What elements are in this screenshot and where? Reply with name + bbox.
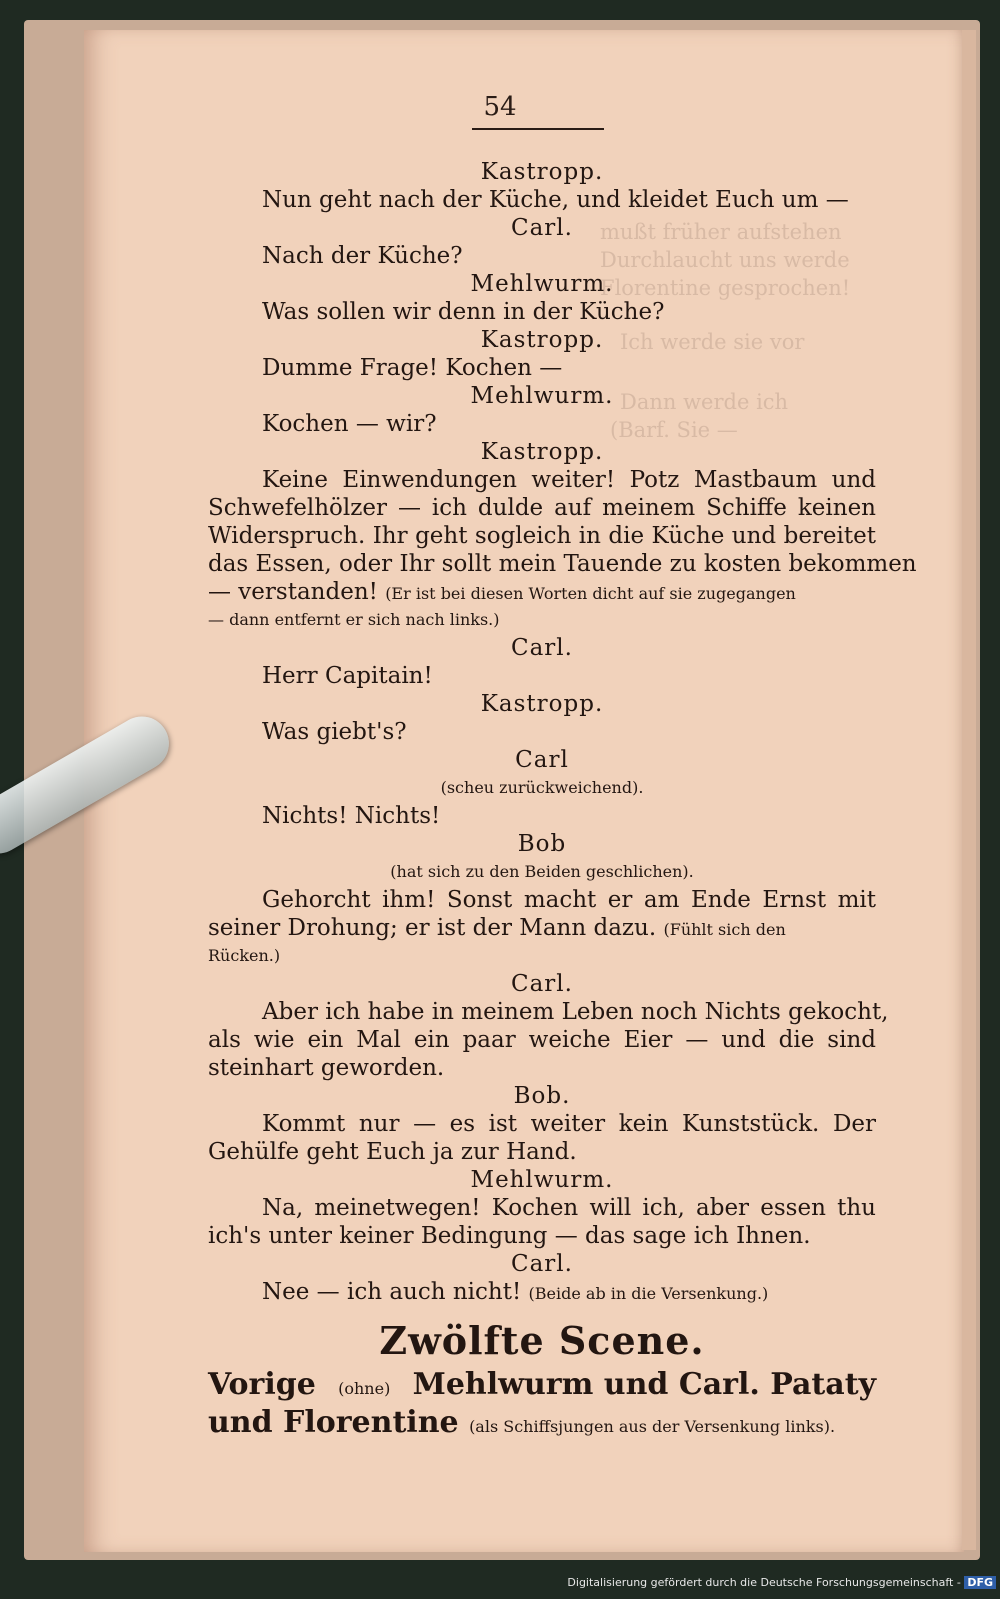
cast-line (208, 1366, 876, 1404)
stage-direction: (hat sich zu den Beiden geschlichen). (390, 862, 694, 881)
dialogue-line: Nichts! Nichts! (262, 803, 441, 829)
dialogue-line: Schwefelhölzer — ich dulde auf meinem Schiffe keinen (208, 495, 876, 521)
dialogue-line (208, 578, 876, 606)
page-edge (962, 30, 976, 1550)
dialogue-line: Widerspruch. Ihr geht sogleich in die Küche und bereitet (208, 523, 876, 549)
stage-direction: (Er ist bei diesen Worten dicht auf sie zugegangen (385, 584, 796, 603)
stage-direction: Rücken.) (208, 946, 281, 965)
dialogue-line: Was sollen wir denn in der Küche? (262, 299, 665, 325)
speaker-name: Carl. (511, 635, 573, 661)
cast-text: Mehlwurm und Carl. Pataty (412, 1367, 876, 1402)
dialogue-line: Nun geht nach der Küche, und kleidet Euch um — (262, 187, 849, 213)
dialogue-line: steinhart geworden. (208, 1055, 445, 1081)
dialogue-line: Na, meinetwegen! Kochen will ich, aber essen thu (262, 1195, 876, 1221)
cast-note: (als Schiffsjungen aus der Versenkung links). (469, 1417, 836, 1436)
speaker-name: Carl. (511, 971, 573, 997)
footer-text: Digitalisierung gefördert durch die Deutsche Forschungsgemeinschaft - (567, 1576, 961, 1589)
stage-direction: — dann entfernt er sich nach links.) (208, 610, 500, 629)
dialogue-line: Nach der Küche? (262, 243, 463, 269)
dialogue-line: Gehülfe geht Euch ja zur Hand. (208, 1139, 577, 1165)
cast-text: und Florentine (208, 1405, 459, 1440)
dialogue-line: Was giebt's? (262, 719, 407, 745)
speaker-name: Kastropp. (480, 439, 604, 465)
dialogue-text: seiner Drohung; er ist der Mann dazu. (208, 915, 657, 941)
dialogue-text: — verstanden! (208, 579, 378, 605)
speaker-name: Carl (515, 747, 569, 773)
cast-note: (ohne) (338, 1379, 391, 1398)
speaker-name: Kastropp. (480, 159, 604, 185)
dialogue-text: Nee — ich auch nicht! (262, 1279, 522, 1305)
page-number: 54 (483, 92, 517, 122)
speaker-name: Kastropp. (480, 327, 604, 353)
stage-direction: (Beide ab in die Versenkung.) (528, 1284, 769, 1303)
dialogue-line: Dumme Frage! Kochen — (262, 355, 563, 381)
speaker-name: Mehlwurm. (470, 271, 614, 297)
dialogue-line: das Essen, oder Ihr sollt mein Tauende zu kosten bekommen (208, 551, 917, 577)
dfg-logo: DFG (964, 1576, 996, 1589)
stage-direction: (Fühlt sich den (663, 920, 786, 939)
dialogue-line (208, 914, 876, 942)
speaker-name: Bob (517, 831, 567, 857)
speaker-name: Bob. (513, 1083, 571, 1109)
dialogue-line: Kochen — wir? (262, 411, 437, 437)
speaker-name: Kastropp. (480, 691, 604, 717)
speaker-name: Mehlwurm. (470, 1167, 614, 1193)
cast-line (208, 1404, 876, 1442)
cast-text: Vorige (208, 1367, 316, 1402)
stage-direction: (scheu zurückweichend). (440, 778, 644, 797)
scene-title: Zwölfte Scene. (379, 1318, 705, 1363)
speaker-name: Carl. (511, 215, 573, 241)
dialogue-line: Gehorcht ihm! Sonst macht er am Ende Ernst mit (262, 887, 876, 913)
dialogue-line: Herr Capitain! (262, 663, 433, 689)
dialogue-line: Keine Einwendungen weiter! Potz Mastbaum und (262, 467, 876, 493)
dialogue-line: Kommt nur — es ist weiter kein Kunststück. Der (262, 1111, 876, 1137)
dialogue-line: als wie ein Mal ein paar weiche Eier — und die sind (208, 1027, 876, 1053)
header-rule (472, 128, 604, 130)
dialogue-line (208, 1278, 876, 1306)
dialogue-line: Aber ich habe in meinem Leben noch Nichts gekocht, (262, 999, 889, 1025)
digitization-footer (560, 1576, 996, 1589)
dialogue-line: ich's unter keiner Bedingung — das sage ich Ihnen. (208, 1223, 811, 1249)
speaker-name: Carl. (511, 1251, 573, 1277)
speaker-name: Mehlwurm. (470, 383, 614, 409)
play-text (208, 158, 917, 1442)
